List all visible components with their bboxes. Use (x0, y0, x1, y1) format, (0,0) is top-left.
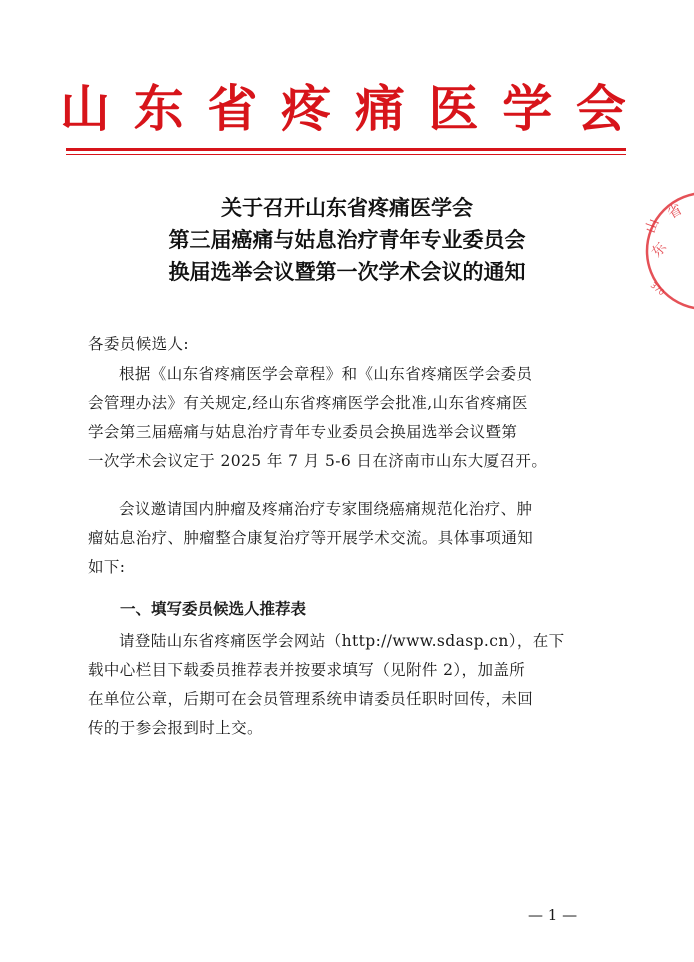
letterhead-char: 东 (133, 79, 184, 138)
paragraph-intro (88, 360, 608, 476)
svg-text:370: 370 (648, 280, 667, 298)
paragraph-topics (88, 495, 608, 582)
svg-text:东: 东 (648, 239, 671, 261)
section-heading-1: 一、填写委员候选人推荐表 (120, 600, 307, 618)
letterhead-char: 山 (60, 79, 110, 138)
paragraph-line: 载中心栏目下载委员推荐表并按要求填写（见附件 2），加盖所 (88, 661, 526, 679)
official-seal-icon (640, 186, 694, 316)
letterhead (60, 78, 626, 140)
letterhead-char: 会 (575, 79, 626, 138)
paragraph-line: 学会第三届癌痛与姑息治疗青年专业委员会换届选举会议暨第 (88, 423, 518, 441)
paragraph-line: 瘤姑息治疗、肿瘤整合康复治疗等开展学术交流。具体事项通知 (88, 529, 534, 547)
title-line: 第三届癌痛与姑息治疗青年专业委员会 (168, 227, 526, 252)
paragraph-line: 请登陆山东省疼痛医学会网站（http://www.sdasp.cn），在下 (119, 632, 565, 650)
paragraph-line: 传的于参会报到时上交。 (88, 719, 263, 737)
letterhead-char: 省 (207, 79, 258, 138)
paragraph-line: 根据《山东省疼痛医学会章程》和《山东省疼痛医学会委员 (119, 365, 533, 383)
letterhead-char: 疼 (281, 79, 332, 138)
paragraph-line: 如下: (88, 558, 126, 576)
letterhead-char: 医 (428, 79, 479, 138)
document-title (0, 192, 694, 288)
paragraph-recommendation-form (88, 627, 608, 743)
letterhead-rule-thin (66, 154, 626, 155)
title-line: 换届选举会议暨第一次学术会议的通知 (168, 259, 526, 284)
paragraph-line: 在单位公章，后期可在会员管理系统申请委员任职时回传，未回 (88, 690, 534, 708)
svg-text:山: 山 (642, 216, 663, 236)
title-line: 关于召开山东省疼痛医学会 (221, 195, 473, 220)
paragraph-line: 会管理办法》有关规定,经山东省疼痛医学会批准,山东省疼痛医 (88, 394, 528, 412)
letterhead-char: 学 (502, 79, 553, 138)
letterhead-rule-thick (66, 148, 626, 151)
page-number: — 1 — (528, 906, 578, 924)
paragraph-line: 一次学术会议定于 2025 年 7 月 5-6 日在济南市山东大厦召开。 (88, 452, 548, 470)
letterhead-char: 痛 (354, 79, 405, 138)
paragraph-line: 会议邀请国内肿瘤及疼痛治疗专家围绕癌痛规范化治疗、肿 (119, 500, 533, 518)
salutation: 各委员候选人: (88, 335, 190, 353)
svg-text:省: 省 (665, 201, 686, 223)
